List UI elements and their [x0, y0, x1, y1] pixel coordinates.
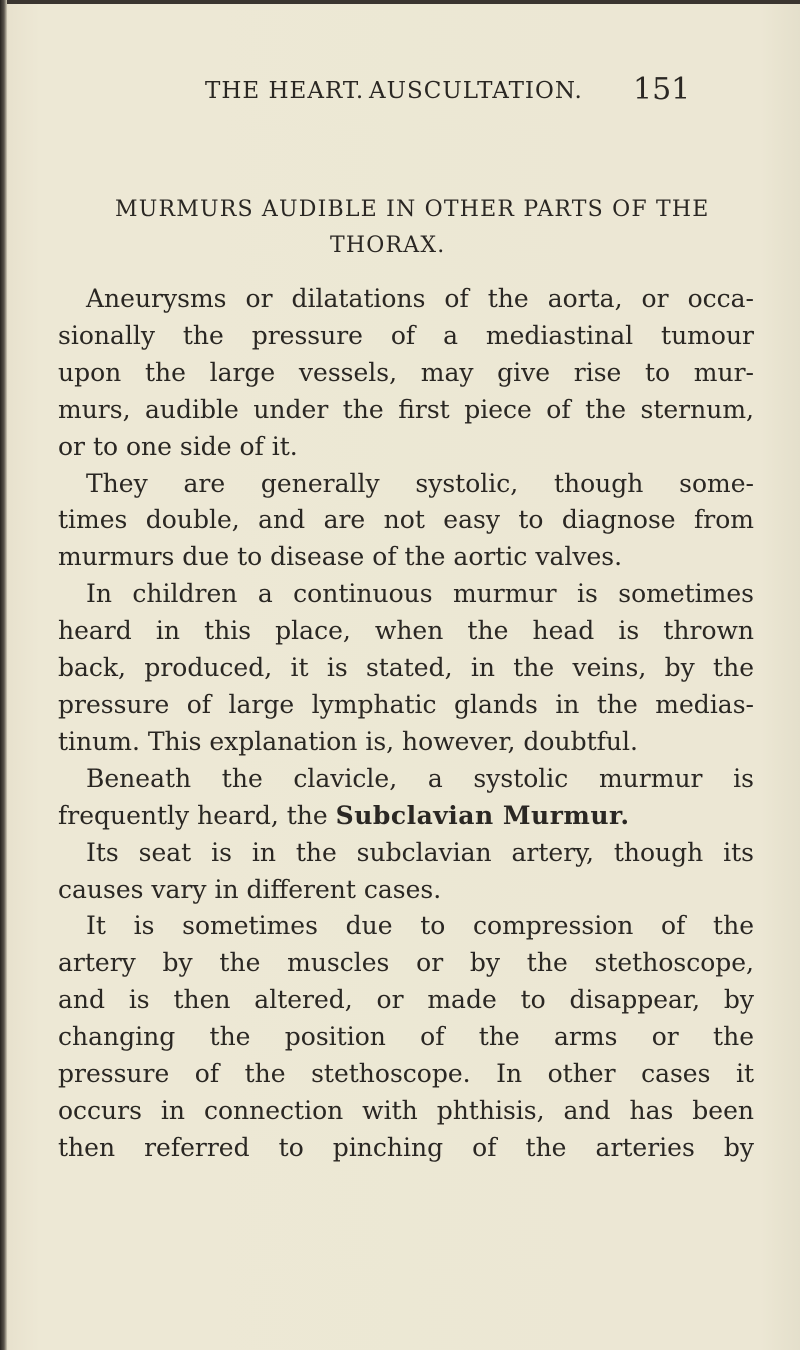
- text-line: pressure of the stethoscope. In other cases it: [58, 1059, 754, 1089]
- text-line: pressure of large lymphatic glands in the medias-: [58, 689, 754, 719]
- section-heading-line-2: THORAX.: [330, 233, 446, 258]
- text-line: murs, audible under the first piece of the sternum,: [58, 394, 754, 424]
- text-line: Aneurysms or dilatations of the aorta, or occa-: [86, 284, 754, 313]
- subclavian-murmur-term: Subclavian Murmur.: [335, 800, 630, 830]
- section-heading: [115, 192, 775, 264]
- section-heading-line-1: MURMURS AUDIBLE IN OTHER PARTS OF THE: [115, 197, 710, 222]
- text-line: In children a continuous murmur is sometimes: [86, 579, 754, 609]
- text-line: It is sometimes due to compression of the: [86, 911, 754, 941]
- page-number: 151: [633, 72, 691, 107]
- text-line: heard in this place, when the head is thrown: [58, 616, 754, 646]
- text-line: Its seat is in the subclavian artery, though its: [86, 837, 754, 867]
- text-line: changing the position of the arms or the: [58, 1022, 754, 1052]
- running-head-right: AUSCULTATION.: [369, 78, 583, 104]
- text-line: tinum. This explanation is, however, doubtful.: [58, 726, 638, 756]
- text-line: artery by the muscles or by the stethoscope,: [58, 948, 754, 978]
- text-line-with-term: [58, 798, 754, 835]
- running-head: [0, 72, 800, 118]
- text-line: upon the large vessels, may give rise to mur-: [58, 357, 754, 387]
- text-line: then referred to pinching of the arteries by: [58, 1132, 754, 1162]
- text-fragment: frequently heard, the: [58, 800, 336, 830]
- text-line: murmurs due to disease of the aortic valves.: [58, 542, 623, 572]
- text-line: back, produced, it is stated, in the veins, by the: [58, 653, 754, 683]
- body-text: [58, 281, 754, 1167]
- running-head-left: THE HEART.: [205, 78, 365, 104]
- text-line: occurs in connection with phthisis, and has been: [58, 1095, 754, 1125]
- page-top-edge: [0, 0, 800, 4]
- text-line: times double, and are not easy to diagnose from: [58, 505, 754, 535]
- text-line: or to one side of it.: [58, 431, 298, 461]
- text-line: Beneath the clavicle, a systolic murmur is: [86, 763, 754, 793]
- text-line: causes vary in different cases.: [58, 874, 442, 904]
- page-binding-edge: [0, 0, 7, 1350]
- text-line: and is then altered, or made to disappear, by: [58, 985, 754, 1015]
- text-line: sionally the pressure of a mediastinal tumour: [58, 320, 754, 350]
- text-line: They are generally systolic, though some-: [86, 468, 754, 498]
